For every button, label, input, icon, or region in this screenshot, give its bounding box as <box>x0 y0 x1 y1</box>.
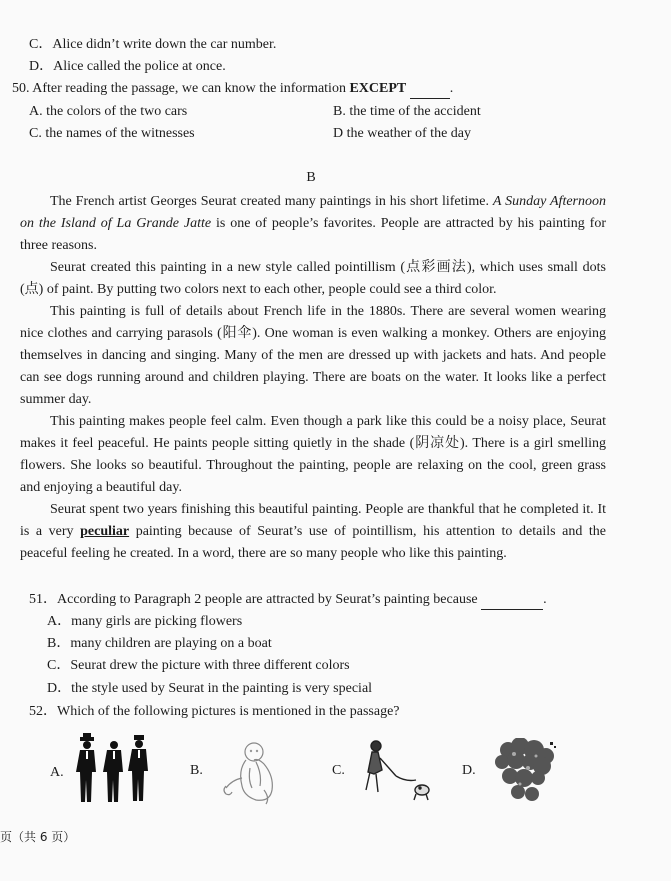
painting-title: A Sunday Afternoon on the Island of La Grande Jatte <box>20 194 606 231</box>
p5-text-end: painting because of Seurat’s use of pointillism, his attention to details and the peaceful feeling he created. In a word, there are so many people who like this painting. <box>20 524 606 561</box>
q51-stem-text: 51．According to Paragraph 2 people are attracted by Seurat’s painting because <box>29 592 478 607</box>
q51-option-a: A．many girls are picking flowers <box>47 614 243 629</box>
p1-text: The French artist Georges Seurat created many paintings in his short lifetime. <box>50 194 493 209</box>
q51-option-d: D．the style used by Seurat in the painting is very special <box>47 681 373 696</box>
q52-label-a: A. <box>50 765 64 780</box>
section-heading: B <box>306 170 316 185</box>
passage-paragraph-5 <box>20 499 606 565</box>
q51-stem-end: . <box>543 592 547 607</box>
trees-picture <box>490 738 560 804</box>
monkey-picture <box>216 738 284 806</box>
q50-option-d: D the weather of the day <box>333 126 471 141</box>
page-footer: 页（共 6 页） <box>0 830 76 844</box>
passage <box>20 191 606 565</box>
q50-blank <box>410 80 450 99</box>
q51-blank <box>481 591 543 610</box>
p1-text-end: is one of people’s favorites. People are attracted by his painting for three reasons. <box>20 216 606 253</box>
q52-stem: 52．Which of the following pictures is mentioned in the passage? <box>29 704 400 719</box>
p5-text: Seurat spent two years finishing this beautiful painting. People are thankful that he completed it. It is a very <box>20 502 606 539</box>
q50-stem <box>12 80 453 99</box>
woman-walking-dog-picture <box>362 738 432 802</box>
q50-option-c: C. the names of the witnesses <box>29 126 195 141</box>
q51-option-b: B．many children are playing on a boat <box>47 636 272 651</box>
q50-option-a: A. the colors of the two cars <box>29 104 188 119</box>
passage-paragraph-4: This painting makes people feel calm. Even though a park like this could be a noisy place, Seurat makes it feel peaceful. He paints people sitting quietly in the shade (阴凉处). There is a girl smelling flowers. She looks so beautiful. Throughout the painting, people are relaxing on the cool, green grass and enjoying a beautiful day. <box>20 414 606 495</box>
q49-option-d: D．Alice called the police at once. <box>29 59 226 74</box>
q49-option-c: C．Alice didn’t write down the car number. <box>29 37 277 52</box>
passage-paragraph-3: This painting is full of details about French life in the 1880s. There are several women wearing nice clothes and carrying parasols (阳伞). One woman is even walking a monkey. Others are enjoying themselves in dancing and singing. Many of the men are dressed up with jackets and hats. And people can see dogs running around and children playing. There are boats on the water. It looks like a perfect summer day. <box>20 304 606 407</box>
q50-stem-text: 50. After reading the passage, we can know the information <box>12 81 350 96</box>
q52-label-b: B. <box>190 763 203 778</box>
q51-stem <box>29 591 547 610</box>
q50-stem-end: . <box>449 81 454 96</box>
q50-except: EXCEPT <box>349 81 407 96</box>
q50-option-b: B. the time of the accident <box>333 104 481 119</box>
q51-option-c: C．Seurat drew the picture with three different colors <box>47 658 350 673</box>
passage-paragraph-1 <box>20 191 606 257</box>
men-in-hats-picture <box>74 733 160 805</box>
q52-label-d: D. <box>462 763 476 778</box>
passage-paragraph-2: Seurat created this painting in a new style called pointillism (点彩画法), which uses small dots (点) of paint. By putting two colors next to each other, people could see a third color. <box>20 260 606 297</box>
q52-label-c: C. <box>332 763 345 778</box>
peculiar-word: peculiar <box>80 524 130 539</box>
